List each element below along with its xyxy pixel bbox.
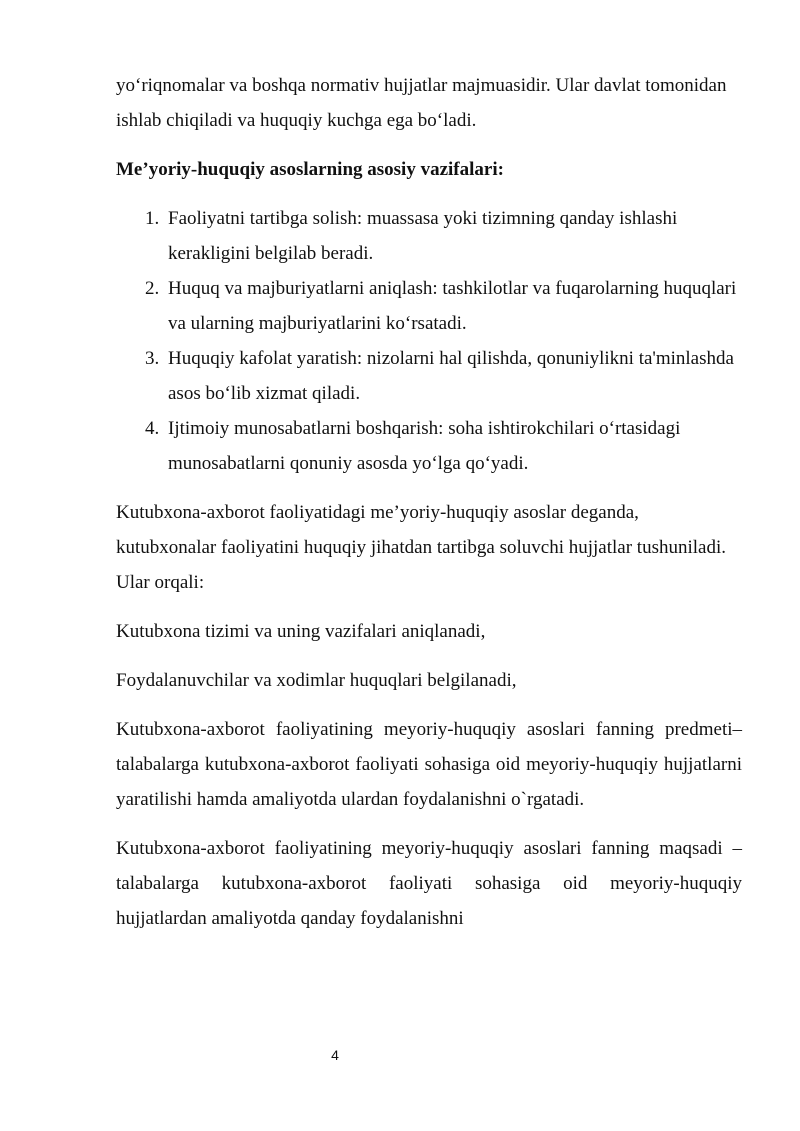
line-1: Kutubxona tizimi va uning vazifalari aniqlanadi, [116, 621, 486, 642]
list-item: 3. Huquqiy kafolat yaratish: nizolarni hal qilishda, qonuniylikni ta'minlashda asos bo‘lib xizmat qiladi. [164, 341, 742, 411]
document-page [116, 68, 742, 936]
line-2: Foydalanuvchilar va xodimlar huquqlari belgilanadi, [116, 670, 517, 691]
paragraph-2: Kutubxona-axborot faoliyatining meyoriy-huquqiy asoslari fanning predmeti–talabalarga kutubxona-axborot faoliyati sohasiga oid meyoriy-huquqiy hujjatlarni yaratilishi hamda amaliyotda ulardan foydalanishni o`rgatadi. [116, 719, 742, 810]
section-heading: Me’yoriy-huquqiy asoslarning asosiy vazifalari: [116, 159, 504, 180]
intro-paragraph: yo‘riqnomalar va boshqa normativ hujjatlar majmuasidir. Ular davlat tomonidan ishlab chiqiladi va huquqiy kuchga ega bo‘ladi. [116, 75, 727, 131]
paragraph-3: Kutubxona-axborot faoliyatining meyoriy-huquqiy asoslari fanning maqsadi –talabalarga kutubxona-axborot faoliyati sohasiga oid meyoriy-huquqiy hujjatlardan amaliyotda qanday foydalanishni [116, 838, 742, 929]
paragraph-1: Kutubxona-axborot faoliyatidagi me’yoriy-huquqiy asoslar deganda, kutubxonalar faoliyatini huquqiy jihatdan tartibga soluvchi hujjatlar tushuniladi. Ular orqali: [116, 502, 726, 593]
list-item: 2. Huquq va majburiyatlarni aniqlash: tashkilotlar va fuqarolarning huquqlari va ularning majburiyatlarini ko‘rsatadi. [164, 271, 742, 341]
list-item: 1. Faoliyatni tartibga solish: muassasa yoki tizimning qanday ishlashi kerakligini belgilab beradi. [164, 201, 742, 271]
list-item: 4. Ijtimoiy munosabatlarni boshqarish: soha ishtirokchilari o‘rtasidagi munosabatlarni qonuniy asosda yo‘lga qo‘yadi. [164, 411, 742, 481]
page-number: 4 [331, 1047, 339, 1063]
functions-list [116, 201, 742, 481]
